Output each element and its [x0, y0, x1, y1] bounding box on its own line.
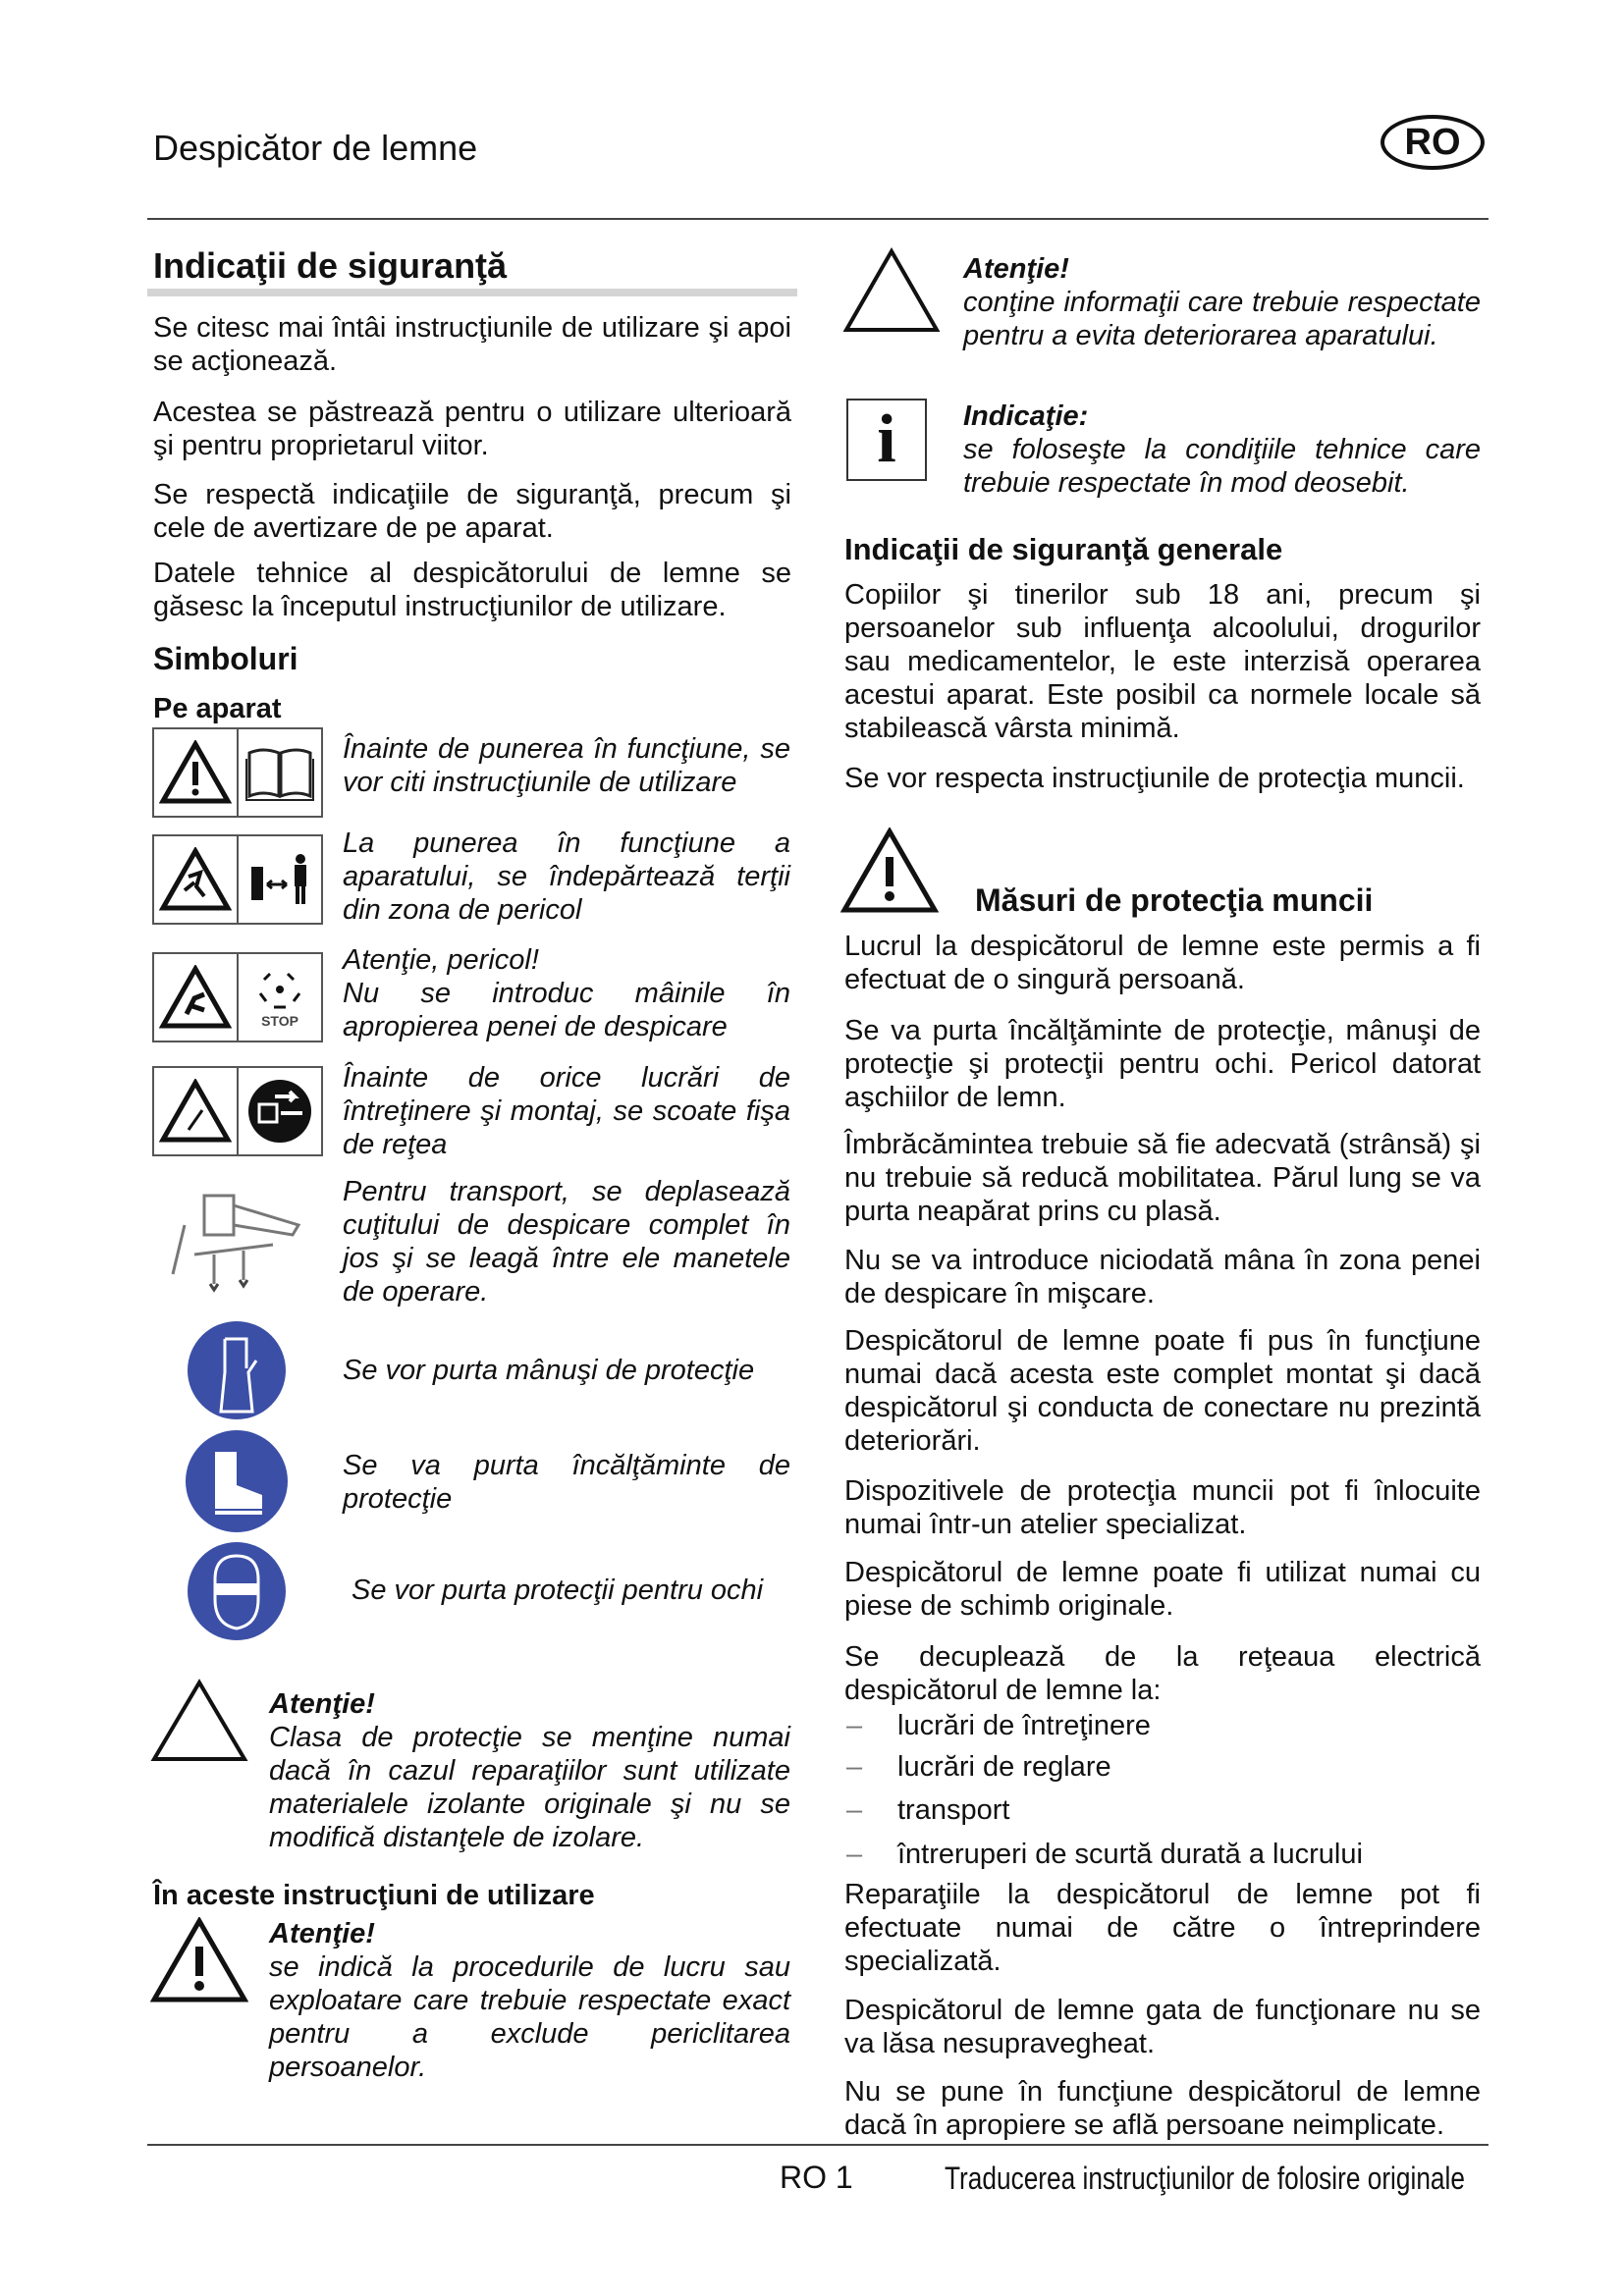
- closing-paragraph: Despicătorul de lemne gata de funcţionare nu se va lăsa nesupravegheat.: [844, 1995, 1481, 2059]
- intro-paragraph: Datele tehnice al despicătorului de lemne se găsesc la începutul instrucţiunilor de utilizare.: [153, 558, 791, 622]
- footer-rule: [147, 2144, 1489, 2146]
- list-item: [846, 1793, 1009, 1827]
- country-badge: [1380, 115, 1485, 170]
- keep-distance-icon: [244, 847, 316, 912]
- info-icon: i: [846, 399, 927, 481]
- list-item: [846, 1838, 1363, 1871]
- symbols-heading: Simboluri: [153, 641, 298, 676]
- warning-title: Atenţie!: [269, 1688, 375, 1720]
- symbol-text: Înainte de orice lucrări de întreţinere şi montaj, se scoate fişa de reţea: [343, 1062, 790, 1160]
- wrench-warning-icon: [159, 1079, 232, 1144]
- list-item-text: transport: [897, 1794, 1010, 1826]
- protection-paragraph: Despicătorul de lemne poate fi pus în funcţiune numai dacă acesta este complet montat şi dacă despicătorul şi conducta de conectare nu prezintă deteriorări.: [844, 1325, 1481, 1457]
- goggles-icon: [186, 1540, 288, 1642]
- symbol-unplug: [152, 1066, 323, 1156]
- caution-triangle-icon: [842, 247, 941, 334]
- stop-label-icon: STOP: [261, 1013, 298, 1029]
- read-manual-icon: [244, 743, 316, 802]
- protection-paragraph: Îmbrăcămintea trebuie să fie adecvată (strânsă) şi nu trebuie să reducă mobilitatea. Părul lung se va purta neapărat prins cu plasă.: [844, 1129, 1481, 1227]
- protection-paragraph: Lucrul la despicătorul de lemne este permis a fi efectuat de o singură persoană.: [844, 931, 1481, 995]
- warning-title: Atenţie!: [269, 1918, 375, 1949]
- note-text: se foloseşte la condiţiile tehnice care trebuie respectate în mod deosebit.: [963, 434, 1481, 499]
- closing-paragraph: Reparaţiile la despicătorul de lemne pot fi efectuate numai de către o întreprindere specializată.: [844, 1879, 1481, 1977]
- symbol-text: Se vor purta protecţii pentru ochi: [352, 1575, 764, 1606]
- caution-note: [963, 252, 1481, 352]
- symbol-text: La punerea în funcţiune a aparatului, se îndepărtează terţii din zona de pericol: [343, 828, 790, 926]
- list-item-text: întreruperi de scurtă durată a lucrului: [897, 1839, 1363, 1870]
- gloves-icon: [186, 1319, 288, 1421]
- general-paragraph: Se vor respecta instrucţiunile de protecţia muncii.: [844, 763, 1465, 794]
- symbol-text: Se vor purta mânuşi de protecţie: [343, 1355, 755, 1386]
- translation-note: Traducerea instrucţiunilor de folosire originale: [945, 2161, 1465, 2196]
- header-rule: [147, 218, 1489, 220]
- document-title: Despicător de lemne: [153, 128, 478, 168]
- general-safety-heading: Indicaţii de siguranţă generale: [844, 532, 1283, 566]
- protection-paragraph: Dispozitivele de protecţia muncii pot fi înlocuite numai într-un atelier specializat.: [844, 1475, 1481, 1540]
- safety-heading: Indicaţii de siguranţă: [153, 245, 508, 286]
- protection-paragraph: Se va purta încălţăminte de protecţie, mânuşi de protecţie şi protecţii pentru ochi. Pericol datorat aşchiilor de lemn.: [844, 1015, 1481, 1113]
- caution-triangle-icon: [150, 1679, 248, 1763]
- protection-paragraph: Nu se va introduce niciodată mâna în zona penei de despicare în mişcare.: [844, 1245, 1481, 1309]
- list-item: [846, 1750, 1111, 1784]
- on-device-heading: Pe aparat: [153, 693, 282, 724]
- list-item: [846, 1709, 1151, 1742]
- caution-title: Atenţie!: [963, 253, 1069, 285]
- symbol-text: Atenţie, pericol! Nu se introduc mâinile în apropierea penei de despicare: [343, 944, 790, 1042]
- symbol-text: Se va purta încălţăminte de protecţie: [343, 1450, 790, 1515]
- symbol-read-manual: [152, 727, 323, 818]
- protection-paragraph: Se decuplează de la reţeaua electrică despicătorul de lemne la:: [844, 1641, 1481, 1706]
- warning-triangle-icon: [840, 828, 939, 914]
- warning-text: Clasa de protecţie se menţine numai dacă în cazul reparaţiilor sunt utilizate materialele izolante originale şi nu se modifică distanţele de izolare.: [269, 1722, 790, 1853]
- symbol-text: Înainte de punerea în funcţiune, se vor citi instrucţiunile de utilizare: [343, 733, 790, 798]
- hand-hazard-icon: [159, 965, 232, 1030]
- warning-triangle-icon: [159, 847, 232, 912]
- protection-paragraph: Despicătorul de lemne poate fi utilizat numai cu piese de schimb originale.: [844, 1557, 1481, 1622]
- intro-paragraph: Acestea se păstrează pentru o utilizare ulterioară şi pentru proprietarul viitor.: [153, 397, 791, 461]
- warning-text: se indică la procedurile de lucru sau exploatare care trebuie respectate exact pentru a exclude periclitarea persoanelor.: [269, 1951, 790, 2083]
- intro-paragraph: Se citesc mai întâi instrucţiunile de utilizare şi apoi se acţionează.: [153, 312, 791, 377]
- symbol-text: Pentru transport, se deplasează cuţitului de despicare complet în jos şi se leagă între ele manetele de operare.: [343, 1176, 790, 1308]
- list-dash: –: [846, 1794, 863, 1826]
- list-dash: –: [846, 1751, 863, 1783]
- general-paragraph: Copiilor şi tinerilor sub 18 ani, precum şi persoanelor sub influenţa alcoolului, drogurilor sau medicamentelor, le este interzisă operarea acestui aparat. Este posibil ca normele locale să stabilească vârsta minimă.: [844, 579, 1481, 744]
- list-item-text: lucrări de întreţinere: [897, 1710, 1151, 1741]
- list-dash: –: [846, 1710, 863, 1741]
- caution-text: conţine informaţii care trebuie respectate pentru a evita deteriorarea aparatului.: [963, 287, 1481, 351]
- page-number: RO 1: [780, 2160, 853, 2195]
- boots-icon: [184, 1428, 290, 1534]
- list-item-text: lucrări de reglare: [897, 1751, 1111, 1783]
- symbol-keep-distance: [152, 834, 323, 925]
- note-title: Indicaţie:: [963, 400, 1089, 432]
- manual-heading: În aceste instrucţiuni de utilizare: [153, 1880, 595, 1911]
- rotation-arrows-icon: [250, 966, 309, 1013]
- insulation-warning: [269, 1687, 790, 1854]
- info-note: [963, 400, 1481, 500]
- warning-triangle-icon: [150, 1917, 248, 2003]
- unplug-icon: [245, 1077, 314, 1146]
- protection-heading: Măsuri de protecţia muncii: [975, 882, 1374, 918]
- symbol-hand-hazard: [152, 952, 323, 1042]
- closing-paragraph: Nu se pune în funcţiune despicătorul de lemne dacă în apropiere se află persoane neimplicate.: [844, 2076, 1481, 2141]
- list-dash: –: [846, 1839, 863, 1870]
- country-code: RO: [1404, 121, 1461, 163]
- warning-triangle-icon: [159, 740, 232, 805]
- transport-icon: [165, 1186, 306, 1294]
- intro-paragraph: Se respectă indicaţiile de siguranţă, precum şi cele de avertizare de pe aparat.: [153, 479, 791, 544]
- heading-underline: [147, 289, 797, 296]
- procedure-warning: [269, 1917, 790, 2084]
